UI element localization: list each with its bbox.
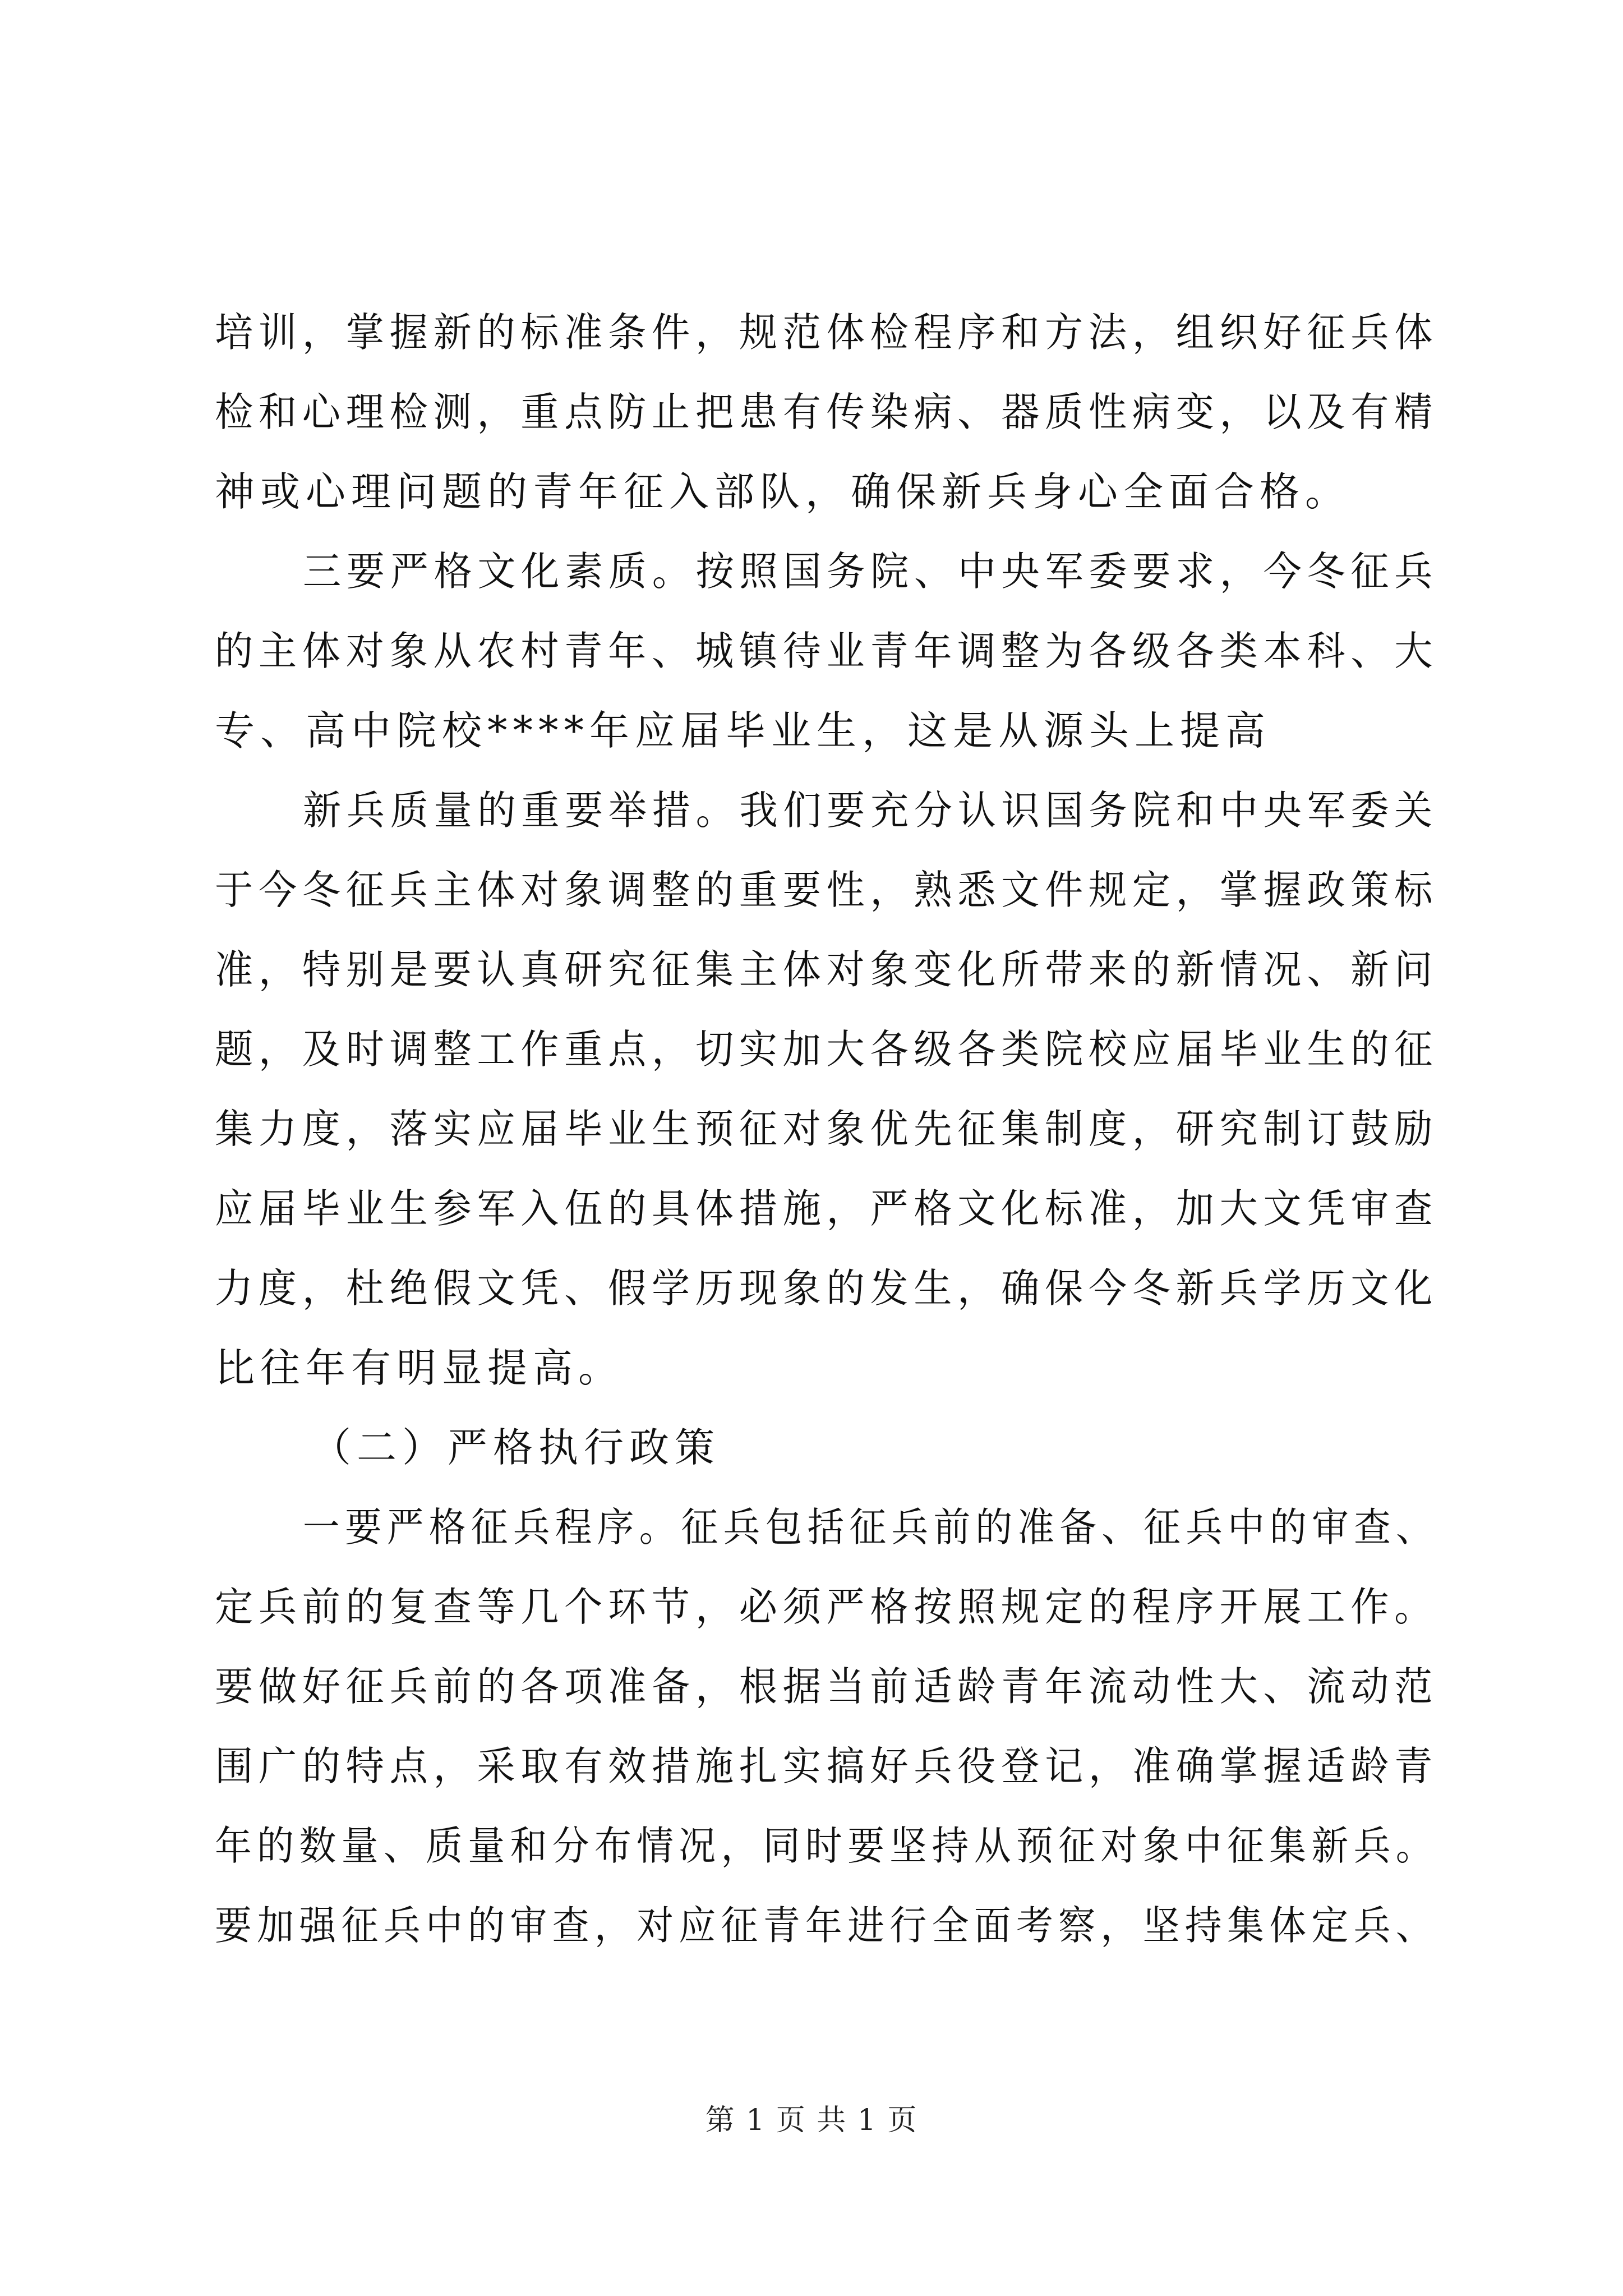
body-text-line: 要加强征兵中的审查，对应征青年进行全面考察，坚持集体定兵、 (215, 1902, 1438, 1949)
body-text-line: 力度，杜绝假文凭、假学历现象的发生，确保今冬新兵学历文化 (215, 1265, 1438, 1312)
body-text-line: 年的数量、质量和分布情况，同时要坚持从预征对象中征集新兵。 (215, 1823, 1438, 1869)
body-text-line: 检和心理检测，重点防止把患有传染病、器质性病变，以及有精 (215, 389, 1438, 435)
paragraph-start-line: 新兵质量的重要举措。我们要充分认识国务院和中央军委关 (303, 787, 1438, 834)
section-heading: （二）严格执行政策 (311, 1424, 721, 1471)
paragraph-start-line: 三要严格文化素质。按照国务院、中央军委要求，今冬征兵 (303, 548, 1438, 595)
body-text-line: 集力度，落实应届毕业生预征对象优先征集制度，研究制订鼓励 (215, 1106, 1438, 1152)
body-text-line: 专、高中院校****年应届毕业生，这是从源头上提高 (215, 707, 1271, 754)
body-text-line: 定兵前的复查等几个环节，必须严格按照规定的程序开展工作。 (215, 1584, 1438, 1630)
body-text-line: 于今冬征兵主体对象调整的重要性，熟悉文件规定，掌握政策标 (215, 867, 1438, 913)
body-text-line: 准，特别是要认真研究征集主体对象变化所带来的新情况、新问 (215, 946, 1438, 993)
paragraph-start-line: 一要严格征兵程序。征兵包括征兵前的准备、征兵中的审查、 (303, 1504, 1438, 1550)
body-text-line: 题，及时调整工作重点，切实加大各级各类院校应届毕业生的征 (215, 1026, 1438, 1073)
body-text-line: 的主体对象从农村青年、城镇待业青年调整为各级各类本科、大 (215, 628, 1438, 674)
body-text-line: 应届毕业生参军入伍的具体措施，严格文化标准，加大文凭审查 (215, 1185, 1438, 1232)
body-text-line: 培训，掌握新的标准条件，规范体检程序和方法，组织好征兵体 (215, 309, 1438, 356)
body-text-line: 要做好征兵前的各项准备，根据当前适龄青年流动性大、流动范 (215, 1663, 1438, 1710)
page-footer: 第 1 页 共 1 页 (705, 2104, 918, 2137)
body-text-line: 神或心理问题的青年征入部队，确保新兵身心全面合格。 (215, 468, 1351, 515)
body-text-line: 围广的特点，采取有效措施扎实搞好兵役登记，准确掌握适龄青 (215, 1743, 1438, 1789)
body-text-line: 比往年有明显提高。 (215, 1345, 624, 1391)
